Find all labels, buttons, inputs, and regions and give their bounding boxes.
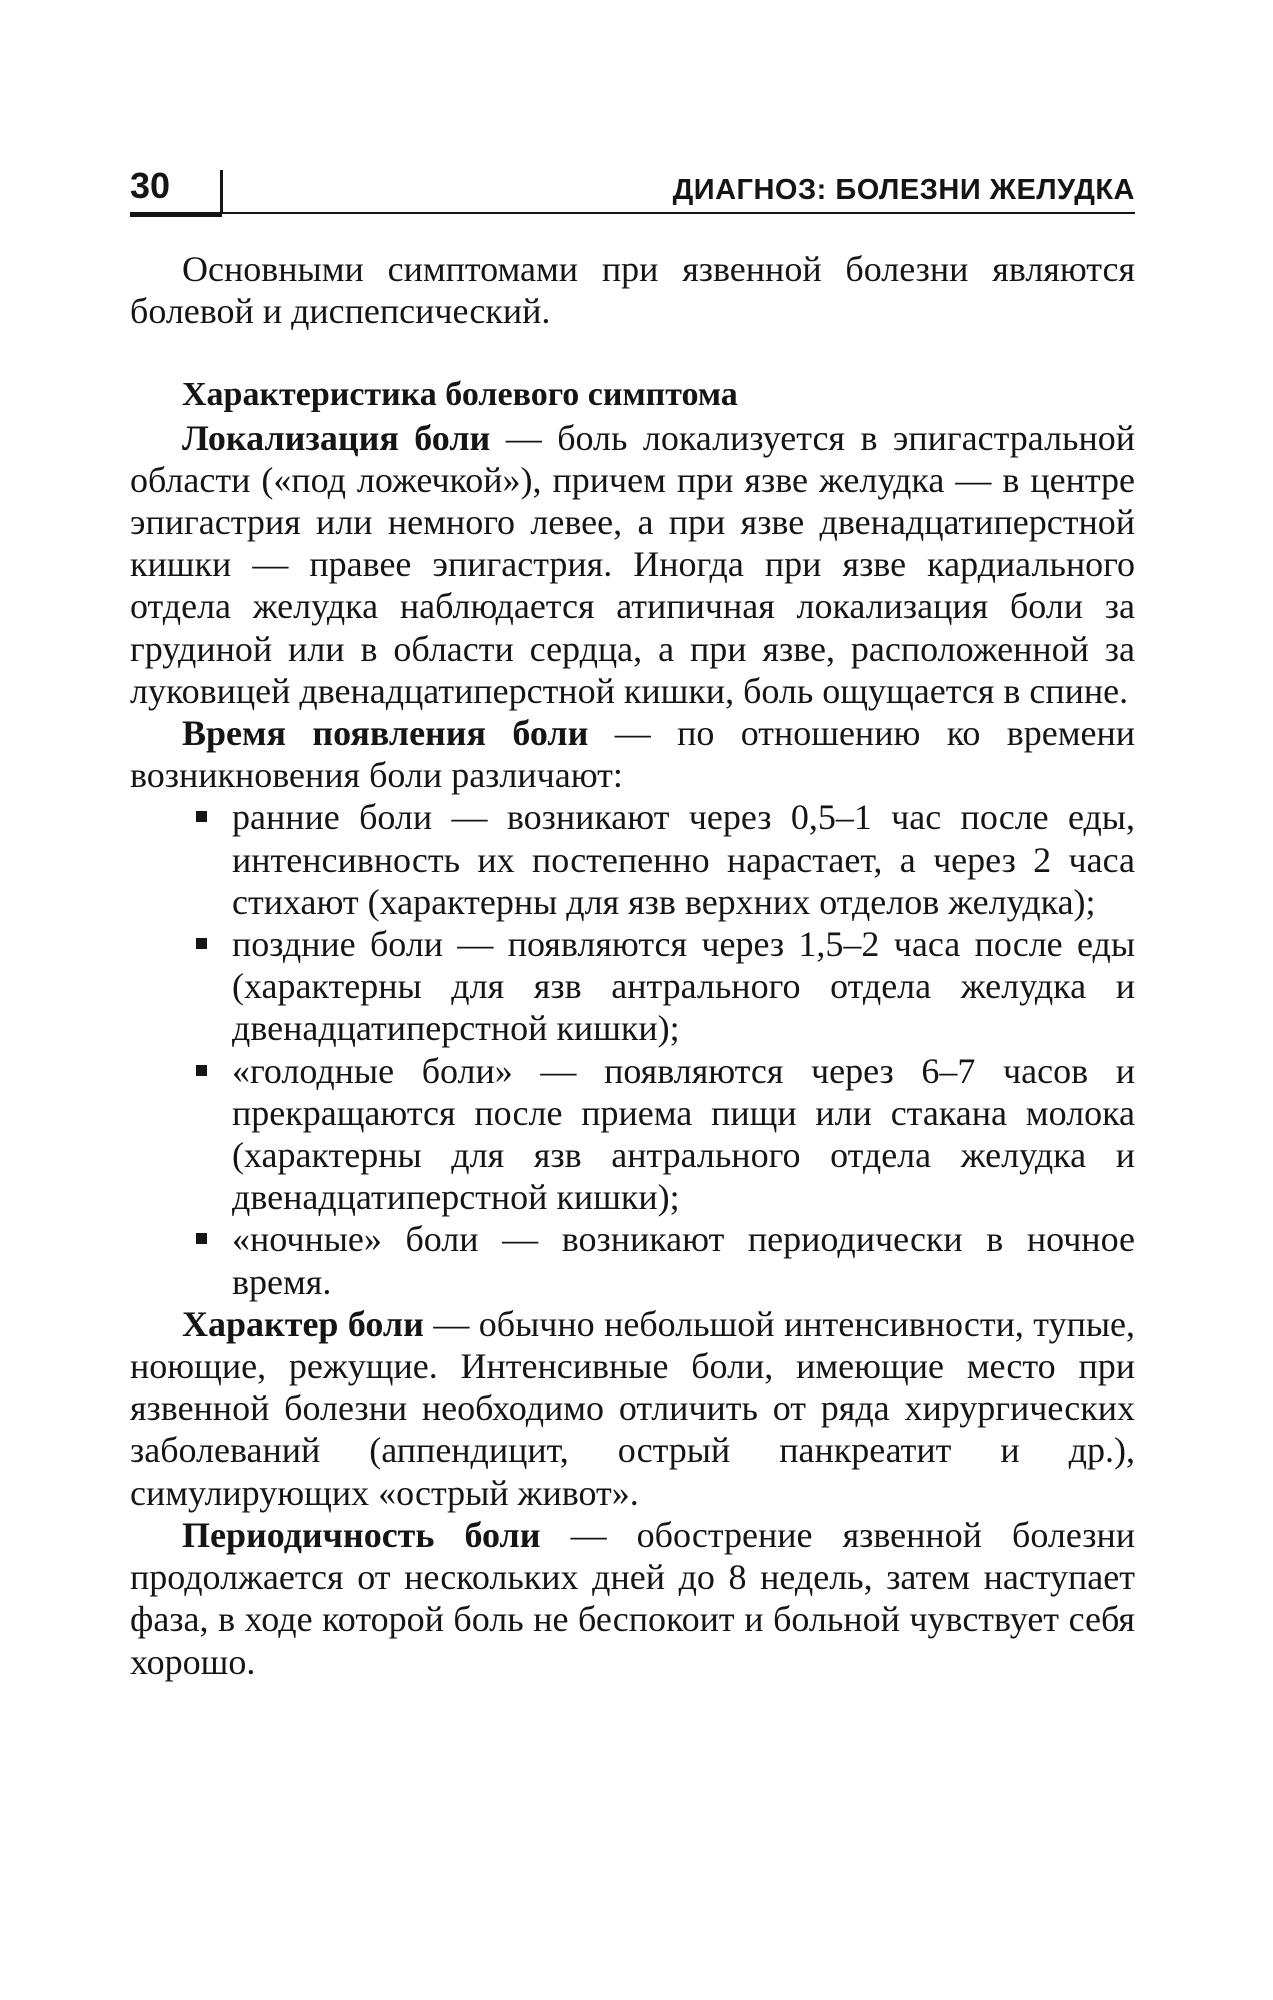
timing-term: Время появления боли: [182, 713, 589, 754]
list-item-text: «голодные боли» — появляются через 6–7 часов и прекращаются после приема пищи или стакана молока (характерны для язв антрального отдела желудка и двенадцатиперстной кишки);: [232, 1050, 1135, 1218]
pain-timing-list: [130, 796, 1135, 1302]
periodicity-text: — обострение язвенной болезни продолжается от нескольких дней до 8 недель, затем наступает фаза, в ходе которой боль не беспокоит и больной чувствует себя хорошо.: [130, 1514, 1135, 1682]
periodicity-paragraph: [130, 1514, 1135, 1683]
list-item: [130, 796, 1135, 923]
bullet-square-icon: [196, 938, 207, 949]
page-number: 30: [130, 165, 171, 206]
header-rule: [220, 212, 1135, 214]
timing-text: — по отношению ко времени возникновения боли различают:: [130, 713, 1135, 796]
header-divider-tick: [220, 170, 223, 214]
periodicity-term: Периодичность боли: [182, 1514, 541, 1555]
list-item: [130, 1218, 1135, 1302]
list-item: [130, 1050, 1135, 1219]
localization-term: Локализация боли: [182, 417, 491, 458]
list-item-text: ранние боли — возникают через 0,5–1 час после еды, интенсивность их постепенно нарастает, а через 2 часа стихают (характерны для язв верхних отделов желудка);: [232, 797, 1135, 922]
bullet-square-icon: [196, 1065, 207, 1076]
list-item: [130, 923, 1135, 1050]
list-item-text: поздние боли — появляются через 1,5–2 часа после еды (характерны для язв антрального отдела желудка и двенадцатиперстной кишки);: [232, 924, 1135, 1049]
bullet-square-icon: [196, 1233, 207, 1244]
page-number-underline: [130, 212, 222, 217]
bullet-square-icon: [196, 811, 207, 822]
section-heading: Характеристика болевого симптома: [182, 376, 738, 414]
list-item-text: «ночные» боли — возникают периодически в ночное время.: [232, 1219, 1135, 1302]
localization-text: — боль локализуется в эпигастральной области («под ложечкой»), причем при язве желудка — в центре эпигастрия или немного левее, а при язве двенадцатиперстной кишки — правее эпигастрия. Иногда при язве кардиального отдела желудка наблюдается атипичная локализация боли за грудиной или в области сердца, а при язве, расположенной за луковицей двенадцатиперстной кишки, боль ощущается в спине.: [130, 417, 1135, 711]
intro-paragraph: Основными симптомами при язвенной болезни являются болевой и диспепсический.: [130, 249, 1135, 332]
character-text: — обычно небольшой интенсивности, тупые, ноющие, режущие. Интенсивные боли, имеющие место при язвенной болезни необходимо отличить от ряда хирургических заболеваний (аппендицит, острый панкреатит и др.), симулирующих «острый живот».: [130, 1303, 1135, 1513]
localization-paragraph: [130, 417, 1135, 712]
running-title: ДИАГНОЗ: БОЛЕЗНИ ЖЕЛУДКА: [672, 174, 1135, 206]
character-term: Характер боли: [182, 1303, 424, 1344]
character-paragraph: [130, 1303, 1135, 1514]
timing-paragraph: [130, 712, 1135, 796]
running-header: [130, 150, 1135, 224]
main-text: [130, 248, 1135, 1683]
